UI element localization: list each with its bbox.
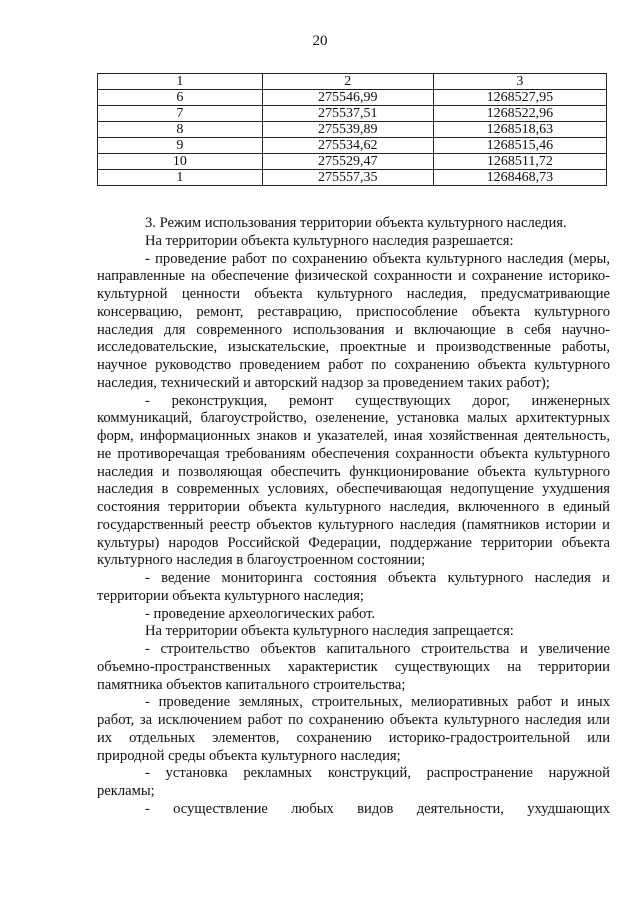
section-heading: 3. Режим использования территории объекта культурного наследия. [145,215,567,231]
list-item: - установка рекламных конструкций, распространение наружной рекламы; [97,765,610,799]
table-cell: 1 [98,170,263,186]
table-cell: 1268468,73 [433,170,606,186]
paragraph: На территории объекта культурного наследия разрешается: [145,232,514,249]
table-row [98,138,607,154]
table-row [98,90,607,106]
table-cell: 8 [98,122,263,138]
list-item: - ведение мониторинга состояния объекта культурного наследия и территории объекта культурного наследия; [97,570,610,604]
table-row [98,106,607,122]
table-cell: 10 [98,154,263,170]
table-cell: 275534,62 [262,138,433,154]
table-cell: 1268522,96 [433,106,606,122]
table-header-cell: 3 [433,74,606,90]
paragraph: На территории объекта культурного наследия запрещается: [145,623,514,640]
table-cell: 275546,99 [262,90,433,106]
table-cell: 1268527,95 [433,90,606,106]
table-cell: 275529,47 [262,154,433,170]
list-item: - проведение земляных, строительных, мелиоративных работ и иных работ, за исключением работ по сохранению объекта культурного наследия или их отдельных элементов, сохранению историко-градостроительной или природной среды объекта культурного наследия; [97,694,610,764]
table-header-row [98,74,607,90]
list-item: - проведение работ по сохранению объекта культурного наследия (меры, направленные на обеспечение физической сохранности и сохранение историко-культурной ценности объекта культурного наследия, предусматривающие консервацию, ремонт, реставрацию, приспособление объекта культурного наследия для современного использования и включающие в себя научно-исследовательские, изыскательские, проектные и производственные работы, научное руководство проведением работ по сохранению объекта культурного наследия, технический и авторский надзор за проведением таких работ); [97,250,610,391]
table-cell: 7 [98,106,263,122]
page-number: 20 [312,33,328,49]
table-cell: 275537,51 [262,106,433,122]
list-item: - строительство объектов капитального строительства и увеличение объемно-пространственных характеристик существующих на территории памятника объектов капитального строительства; [97,641,610,693]
table-header-cell: 2 [262,74,433,90]
table-row [98,170,607,186]
table-cell: 6 [98,90,263,106]
list-item: - проведение археологических работ. [145,605,376,622]
body-text [97,215,610,819]
list-item: - осуществление любых видов деятельности, ухудшающих [145,800,610,817]
table-cell: 1268511,72 [433,154,606,170]
coordinates-table [97,73,607,186]
table-cell: 9 [98,138,263,154]
list-item: - реконструкция, ремонт существующих дорог, инженерных коммуникаций, благоустройство, озеленение, установка малых архитектурных форм, информационных знаков и указателей, иная хозяйственная деятельность, не противоречащая требованиям обеспечения сохранности объекта культурного наследия и позволяющая обеспечить функционирование объекта культурного наследия в современных условиях, обеспечивающая недопущение ухудшения состояния территории объекта культурного наследия, включенного в единый государственный реестр объектов культурного наследия (памятников истории и культуры) народов Российской Федерации, поддержание территории объекта культурного наследия в благоустроенном состоянии; [97,392,610,569]
table-row [98,154,607,170]
table-header-cell: 1 [98,74,263,90]
table-cell: 1268515,46 [433,138,606,154]
table-cell: 275539,89 [262,122,433,138]
table-row [98,122,607,138]
table-cell: 1268518,63 [433,122,606,138]
table-cell: 275557,35 [262,170,433,186]
